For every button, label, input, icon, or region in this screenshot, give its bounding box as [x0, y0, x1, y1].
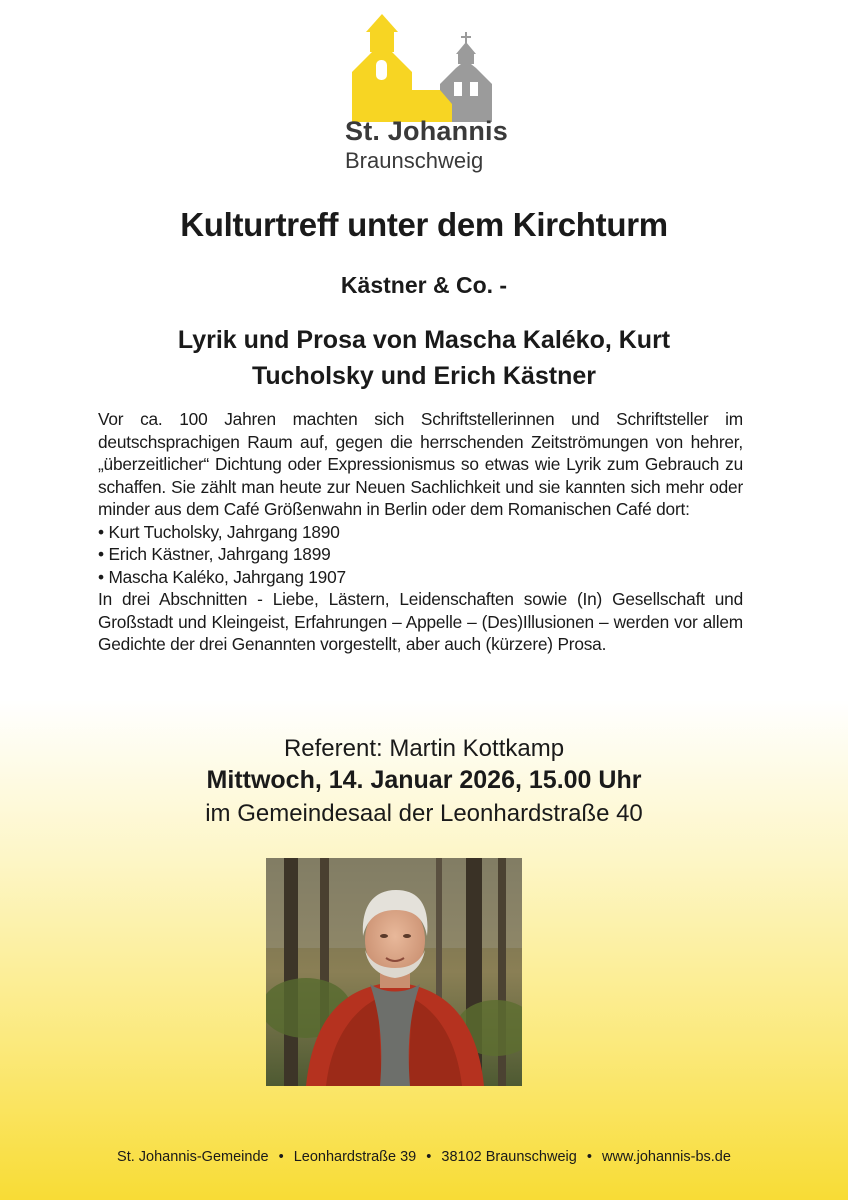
logo-name: St. Johannis — [345, 116, 508, 146]
event-place: im Gemeindesaal der Leonhardstraße 40 — [205, 800, 643, 827]
headline-line-2: Tucholsky und Erich Kästner — [251, 362, 597, 390]
description — [98, 408, 743, 656]
headline — [100, 322, 748, 394]
footer-separator: • — [426, 1149, 432, 1165]
footer — [0, 1149, 848, 1165]
footer-separator: • — [278, 1149, 284, 1165]
footer-city: 38102 Braunschweig — [441, 1149, 577, 1165]
logo-city: Braunschweig — [345, 148, 484, 173]
outro-paragraph: In drei Abschnitten - Liebe, Lästern, Leidenschaften sowie (In) Gesellschaft und Großstadt und Kleingeist, Erfahrungen – Appelle – (Des)Illusionen – werden vor allem Gedichte der drei Genannten vorgestellt, aber auch (kürzere) Prosa. — [98, 589, 743, 654]
intro-paragraph: Vor ca. 100 Jahren machten sich Schriftstellerinnen und Schriftsteller im deutschsprachigen Raum auf, gegen die herrschenden Zeitströmungen von hehrer, „überzeitlicher“ Dichtung oder Expressionismus so etwas wie Lyrik zum Gebrauch zu schaffen. Sie zählt man heute zur Neuen Sachlichkeit und sie kannten sich mehr oder minder aus dem Café Größenwahn in Berlin oder dem Romanischen Café dort: — [98, 409, 743, 519]
author-item: • Kurt Tucholsky, Jahrgang 1890 — [98, 521, 340, 542]
headline-line-1: Lyrik und Prosa von Mascha Kaléko, Kurt — [177, 326, 671, 354]
footer-separator: • — [586, 1149, 592, 1165]
subtitle: Kästner & Co. - — [340, 272, 508, 298]
page-title: Kulturtreff unter dem Kirchturm — [180, 206, 668, 243]
referent: Referent: Martin Kottkamp — [283, 735, 565, 762]
event-date: Mittwoch, 14. Januar 2026, 15.00 Uhr — [206, 766, 642, 794]
speaker-photo — [266, 858, 522, 1086]
footer-org: St. Johannis-Gemeinde — [117, 1149, 269, 1165]
footer-address: Leonhardstraße 39 — [293, 1149, 417, 1165]
author-item: • Erich Kästner, Jahrgang 1899 — [98, 544, 331, 564]
footer-website-link[interactable]: www.johannis-bs.de — [601, 1149, 731, 1165]
author-item: • Mascha Kaléko, Jahrgang 1907 — [98, 566, 346, 587]
church-towers-icon — [330, 12, 530, 122]
church-logo — [330, 12, 530, 172]
